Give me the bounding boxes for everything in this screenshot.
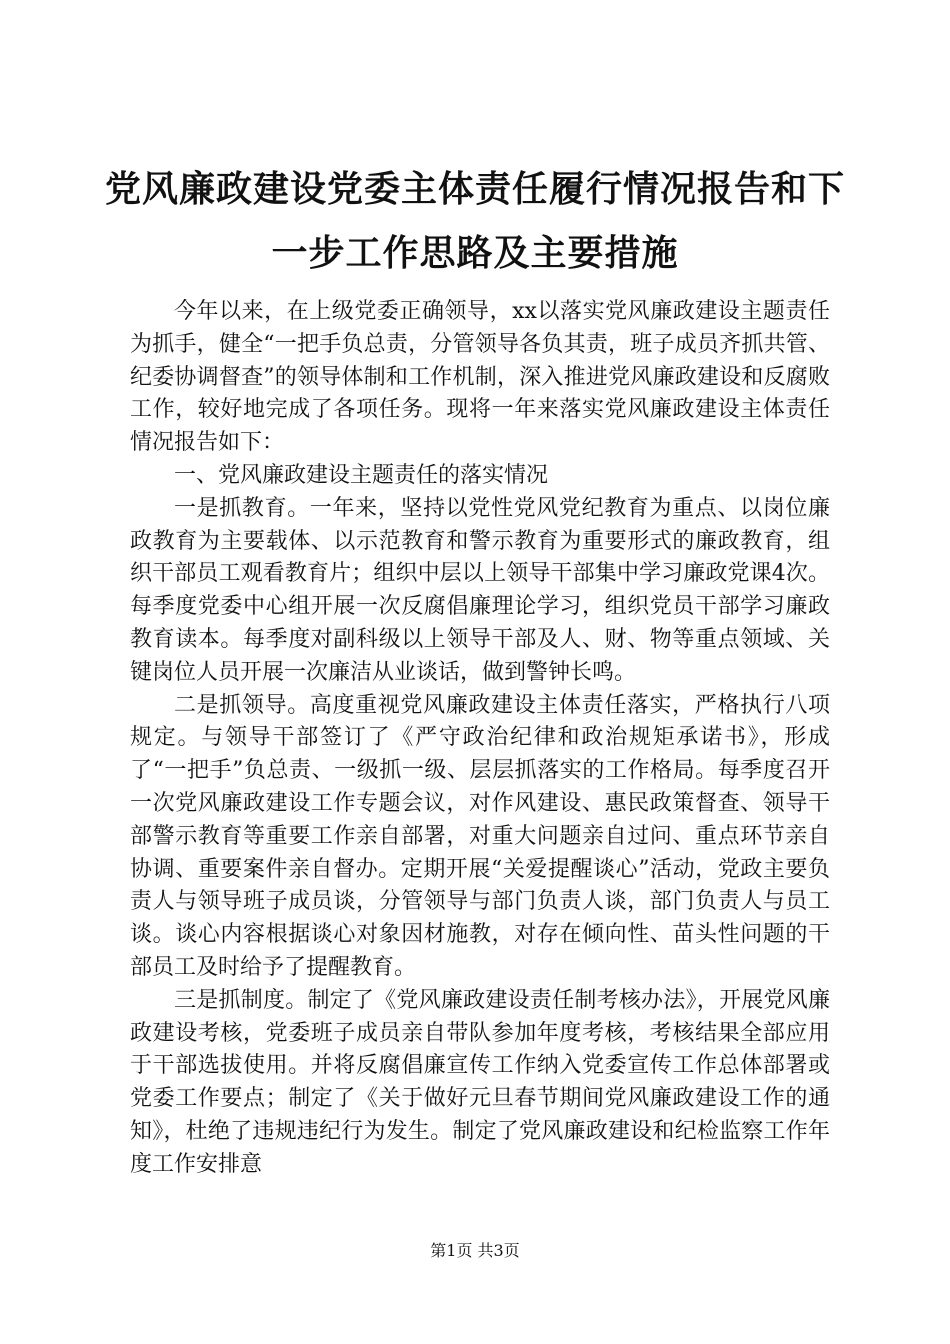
- document-title: [100, 158, 850, 286]
- section-heading: 一、党风廉政建设主题责任的落实情况: [174, 462, 549, 488]
- title-line-1: 党风廉政建设党委主体责任履行情况报告和下: [104, 169, 845, 210]
- page-footer: 第1页 共3页: [430, 1241, 520, 1260]
- title-line-2: 一步工作思路及主要措施: [271, 233, 679, 274]
- paragraph-leadership: 二是抓领导。高度重视党风廉政建设主体责任落实，严格执行八项规定。与领导干部签订了《严守政治纪律和政治规矩承诺书》，形成了“一把手”负总责、一级抓一级、层层抓落实的工作格局。每季度召开一次党风廉政建设工作专题会议，对作风建设、惠民政策督查、领导干部警示教育等重要工作亲自部署，对重大问题亲自过问、重点环节亲自协调、重要案件亲自督办。定期开展“关爱提醒谈心”活动，党政主要负责人与领导班子成员谈，分管领导与部门负责人谈，部门负责人与员工谈。谈心内容根据谈心对象因材施教，对存在倾向性、苗头性问题的干部员工及时给予了提醒教育。: [130, 692, 830, 980]
- intro-paragraph: 今年以来，在上级党委正确领导，xx以落实党风廉政建设主题责任为抓手，健全“一把手负总责，分管领导各负其责，班子成员齐抓共管、纪委协调督查”的领导体制和工作机制，深入推进党风廉政建设和反腐败工作，较好地完成了各项任务。现将一年来落实党风廉政建设主体责任情况报告如下：: [130, 299, 830, 456]
- paragraph-system: 三是抓制度。制定了《党风廉政建设责任制考核办法》，开展党风廉政建设考核，党委班子成员亲自带队参加年度考核，考核结果全部应用于干部选拔使用。并将反腐倡廉宣传工作纳入党委宣传工作总体部署或党委工作要点；制定了《关于做好元旦春节期间党风廉政建设工作的通知》，杜绝了违规违纪行为发生。制定了党风廉政建设和纪检监察工作年度工作安排意: [130, 987, 830, 1177]
- document-body: [130, 296, 830, 1182]
- paragraph-education: 一是抓教育。一年来，坚持以党性党风党纪教育为重点、以岗位廉政教育为主要载体、以示范教育和警示教育为重要形式的廉政教育，组织干部员工观看教育片；组织中层以上领导干部集中学习廉政党课4次。每季度党委中心组开展一次反腐倡廉理论学习，组织党员干部学习廉政教育读本。每季度对副科级以上领导干部及人、财、物等重点领域、关键岗位人员开展一次廉洁从业谈话，做到警钟长鸣。: [130, 495, 830, 685]
